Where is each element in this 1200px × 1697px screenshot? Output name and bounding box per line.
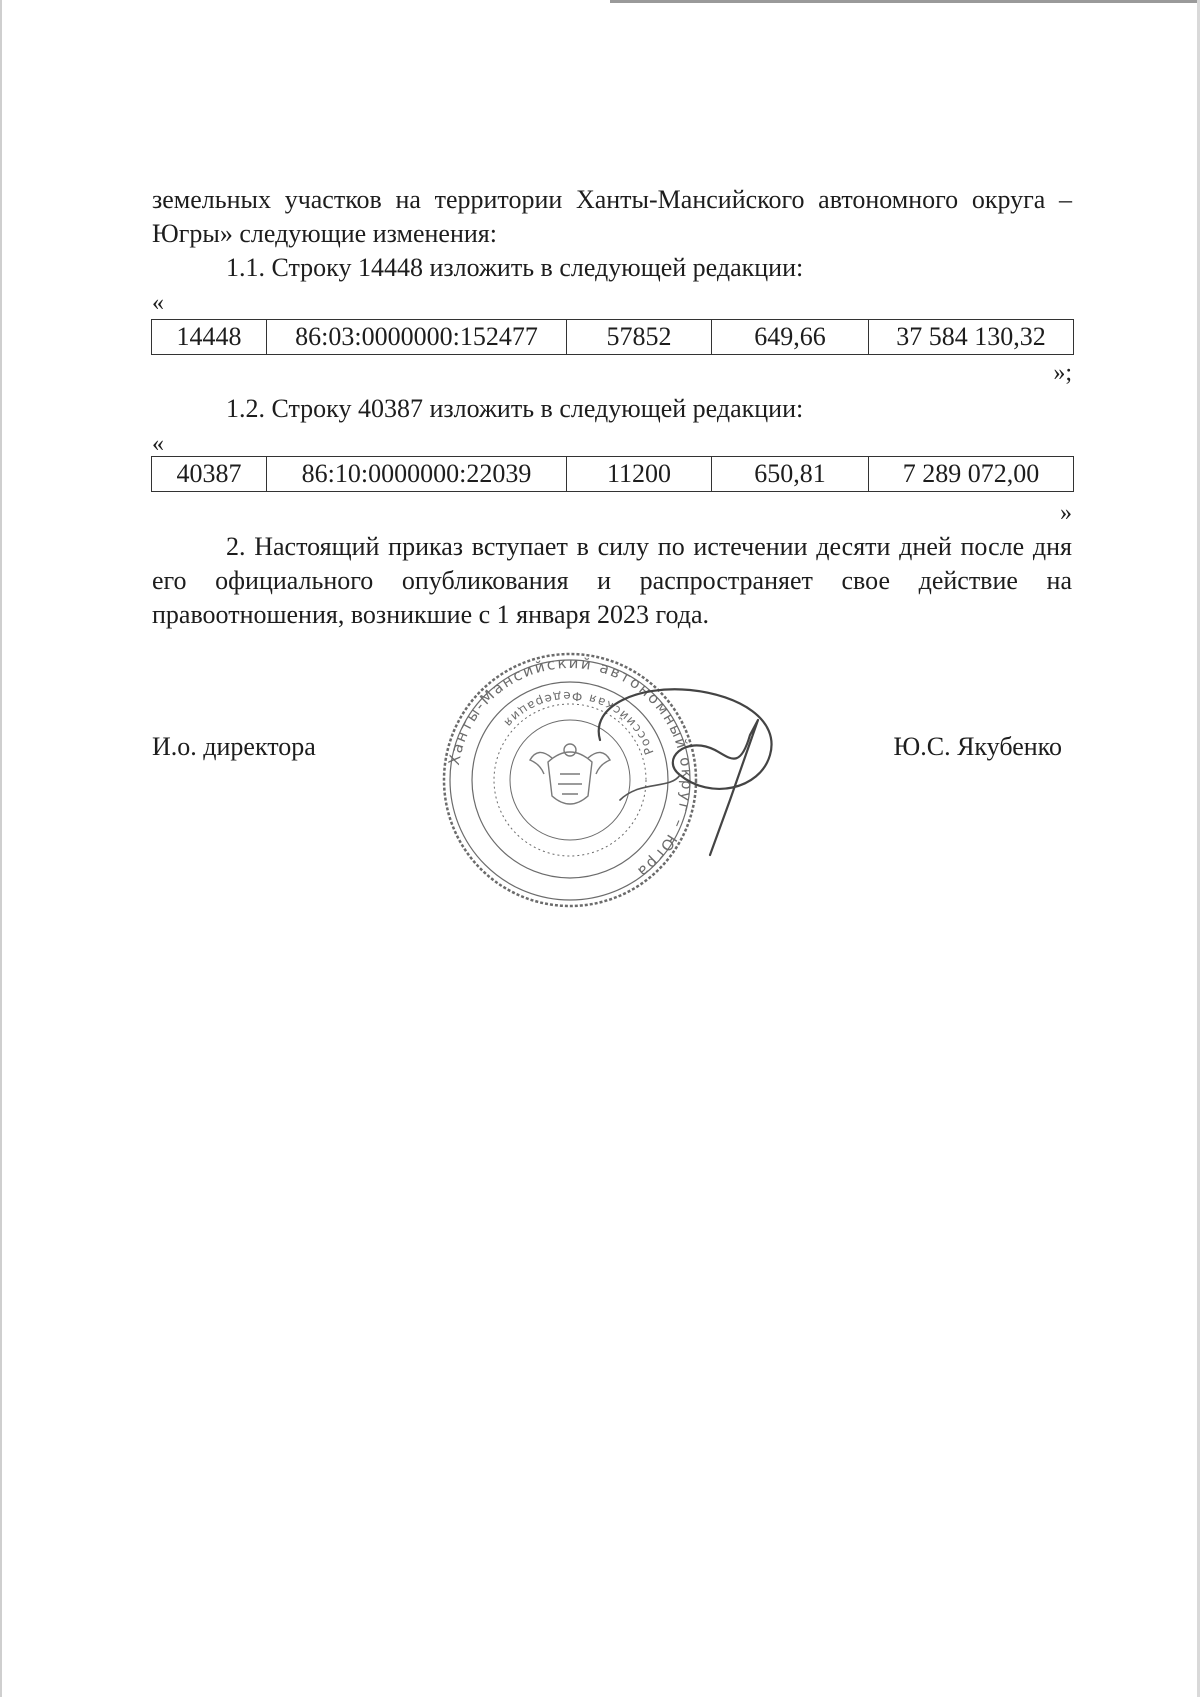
item-1-1-table (151, 319, 1074, 355)
row-number-cell: 40387 (152, 457, 267, 492)
intro-paragraph (152, 183, 1072, 251)
item-1-1-heading (152, 251, 1072, 285)
scan-left-edge (0, 0, 2, 1697)
table-row (152, 320, 1074, 355)
cadastral-number-cell: 86:03:0000000:152477 (267, 320, 567, 355)
specific-value-cell: 649,66 (712, 320, 869, 355)
cadastral-value-cell: 7 289 072,00 (869, 457, 1074, 492)
signatory-name: Ю.С. Якубенко (893, 732, 1062, 761)
item-2-paragraph (152, 530, 1072, 632)
item-1-1-close-quote: »; (1053, 360, 1072, 386)
intro-text: земельных участков на территории Ханты-Мансийского автономного округа – Югры» следующие изменения: (152, 185, 1072, 248)
item-1-2-heading-text: 1.2. Строку 40387 изложить в следующей редакции: (226, 394, 804, 423)
item-1-1-open-quote: « (152, 290, 164, 316)
item-1-2-table (151, 456, 1074, 492)
item-1-1-heading-text: 1.1. Строку 14448 изложить в следующей редакции: (226, 253, 804, 282)
item-1-2-heading (152, 392, 1072, 426)
seal-outer-text: Ханты-Мансийский автономный округ – Югра (444, 653, 697, 883)
scan-top-edge (610, 0, 1200, 3)
item-2-text: 2. Настоящий приказ вступает в силу по истечении десяти дней после дня его официального опубликования и распространяет свое действие на правоотношения, возникшие с 1 января 2023 года. (152, 532, 1072, 629)
cadastral-number-cell: 86:10:0000000:22039 (267, 457, 567, 492)
specific-value-cell: 650,81 (712, 457, 869, 492)
seal-inner-text: Российская Федерация (500, 688, 657, 757)
cadastral-value-cell: 37 584 130,32 (869, 320, 1074, 355)
item-1-2-close-quote: » (1060, 500, 1072, 526)
row-number-cell: 14448 (152, 320, 267, 355)
area-cell: 57852 (567, 320, 712, 355)
handwritten-signature-icon (580, 680, 790, 860)
area-cell: 11200 (567, 457, 712, 492)
item-1-2-open-quote: « (152, 431, 164, 457)
signatory-title: И.о. директора (152, 732, 316, 761)
table-row (152, 457, 1074, 492)
